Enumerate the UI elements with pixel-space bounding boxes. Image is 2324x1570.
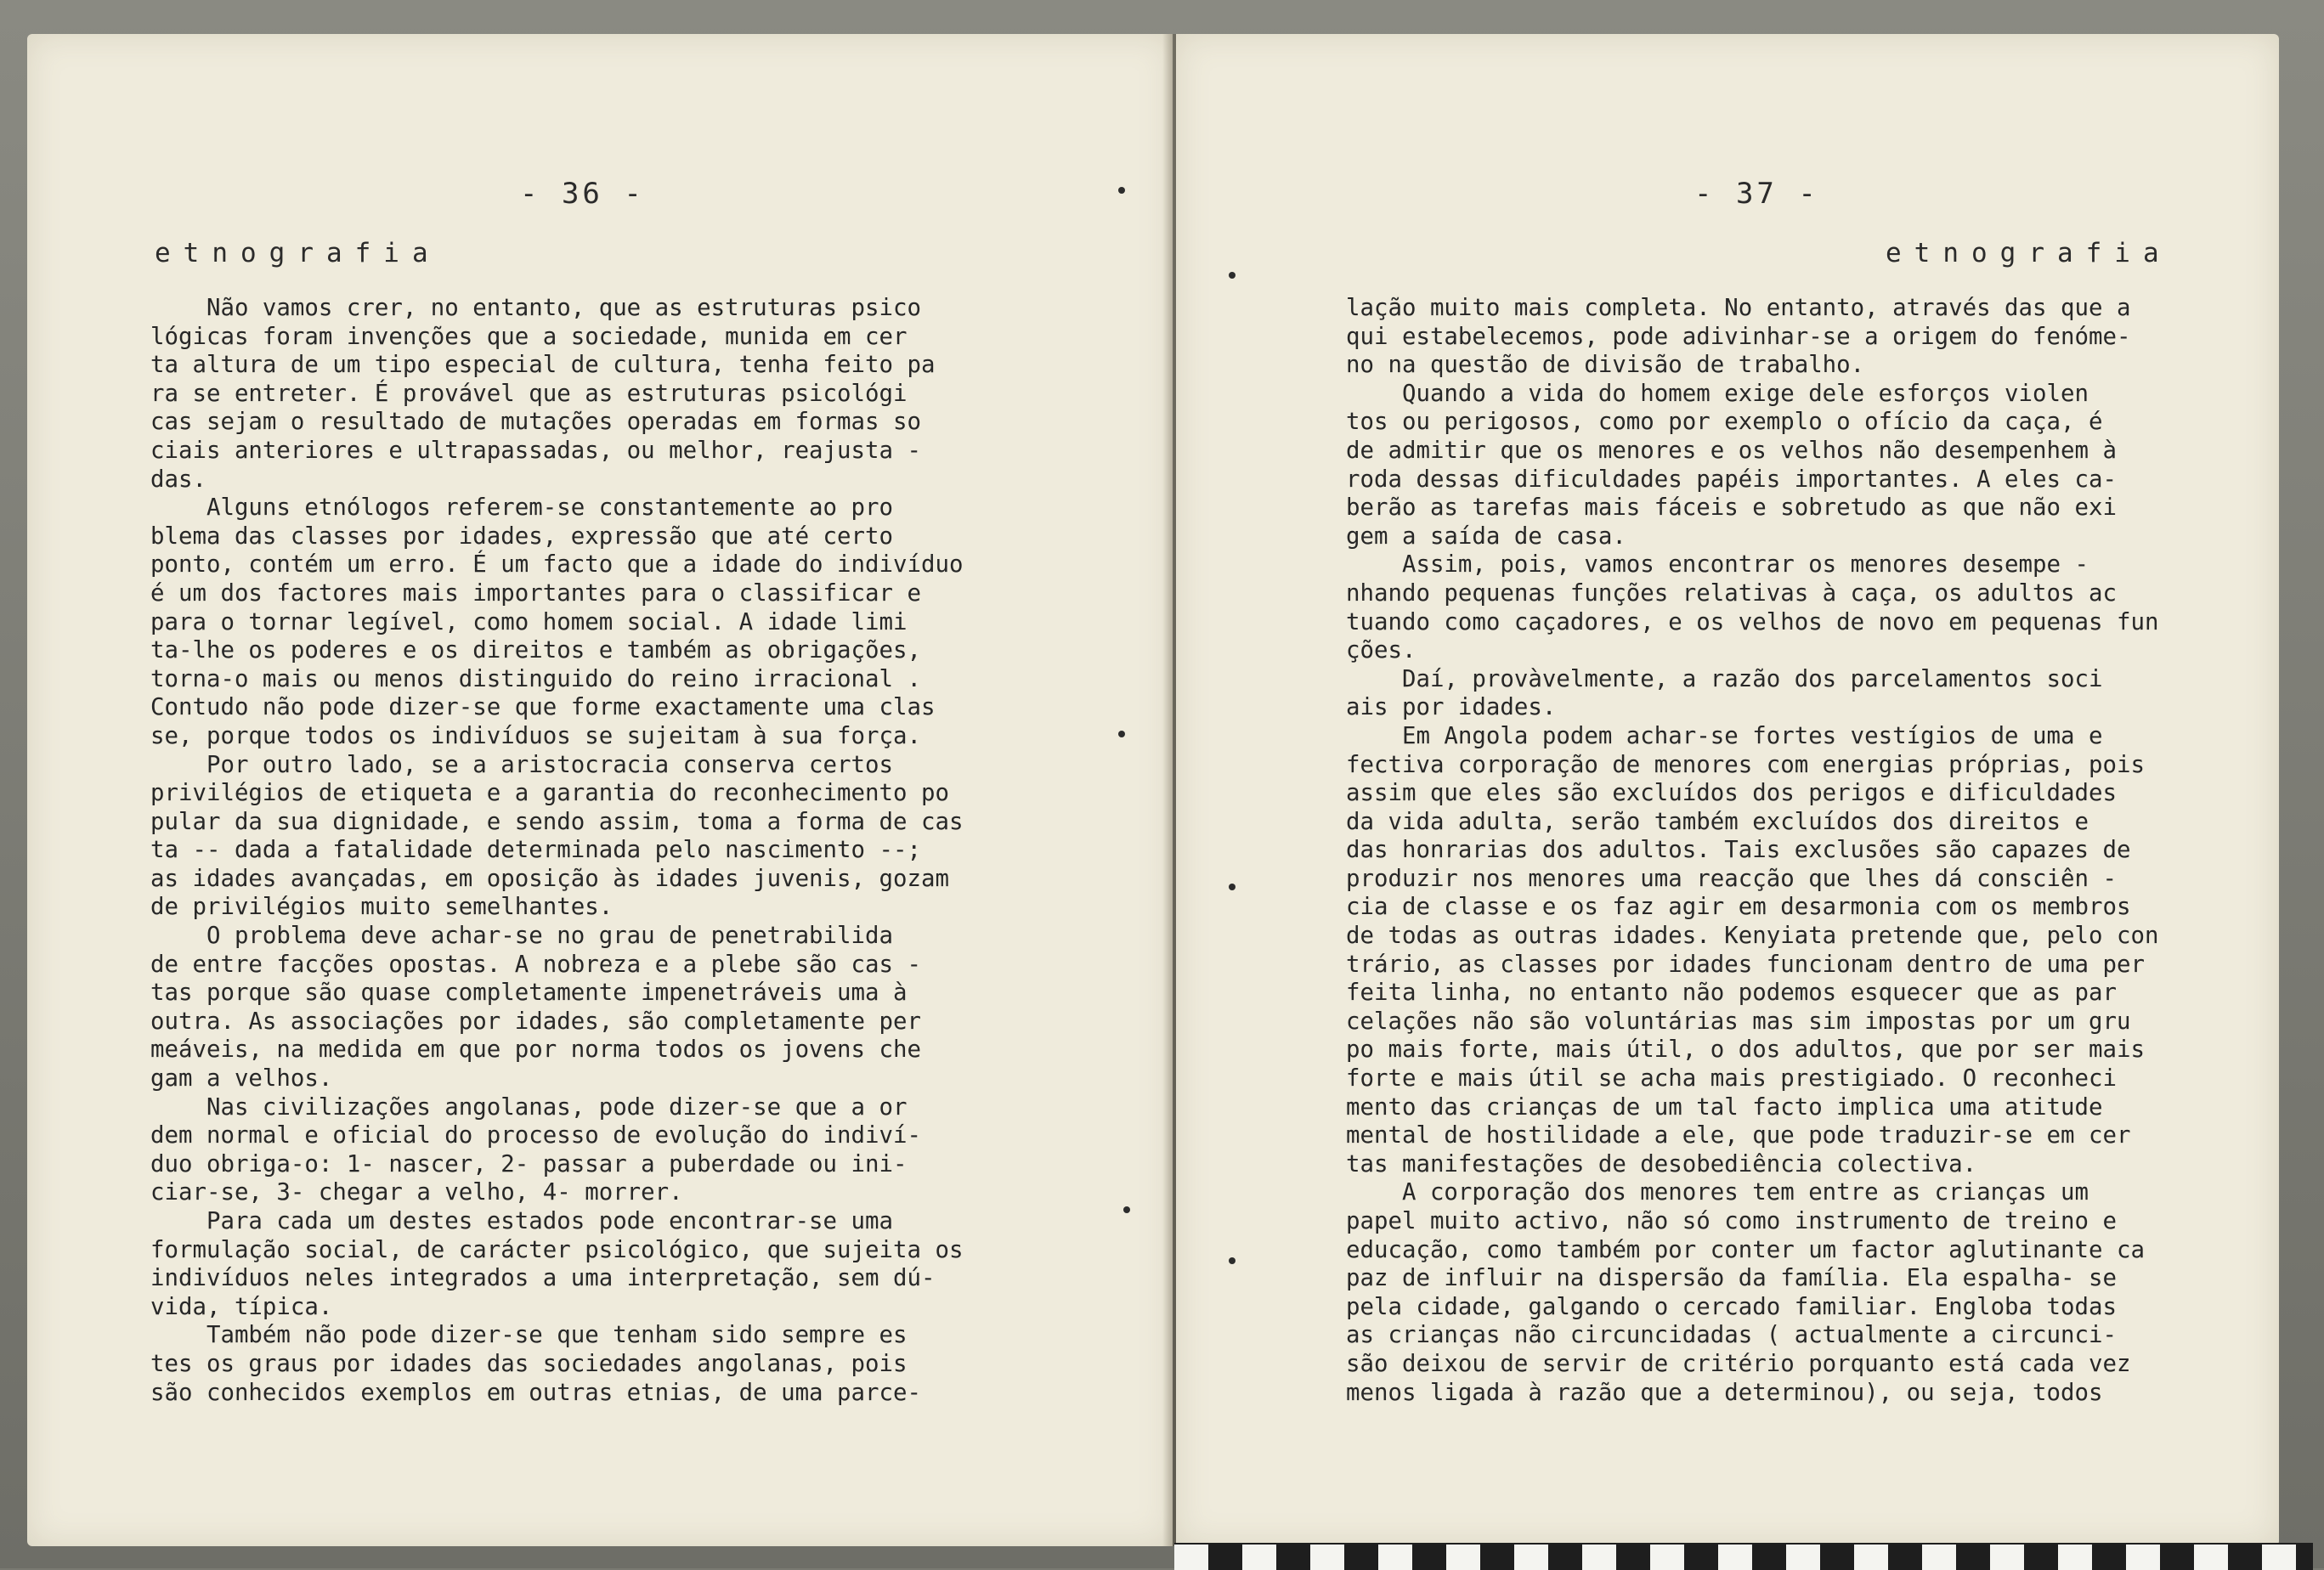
text-line: A corporação dos menores tem entre as crianças um: [1346, 1179, 2089, 1206]
text-line: ais por idades.: [1346, 694, 1557, 721]
text-line: as crianças não circuncidadas ( actualmente a circunci-: [1346, 1322, 2117, 1349]
text-line: gem a saída de casa.: [1346, 522, 1626, 550]
text-line: ta-lhe os poderes e os direitos e também as obrigações,: [150, 637, 921, 664]
text-line: as idades avançadas, em oposição às idades juvenis, gozam: [150, 865, 949, 892]
text-line: nhando pequenas funções relativas à caça, os adultos ac: [1346, 579, 2117, 607]
running-head: etnografia: [1886, 238, 2172, 268]
text-line: Por outro lado, se a aristocracia conserva certos: [150, 751, 893, 778]
text-line: cia de classe e os faz agir em desarmonia com os membros: [1346, 894, 2131, 921]
text-line: se, porque todos os indivíduos se sujeitam à sua força.: [150, 722, 921, 749]
text-line: qui estabelecemos, pode adivinhar-se a origem do fenóme-: [1346, 323, 2131, 350]
text-line: são conhecidos exemplos em outras etnias, de uma parce-: [150, 1379, 921, 1406]
text-line: Em Angola podem achar-se fortes vestígios de uma e: [1346, 722, 2103, 749]
text-line: é um dos factores mais importantes para o classificar e: [150, 579, 921, 607]
text-line: papel muito activo, não só como instrumento de treino e: [1346, 1208, 2117, 1234]
text-line: ra se entreter. É provável que as estruturas psicológi: [150, 380, 908, 407]
text-line: outra. As associações por idades, são completamente per: [150, 1008, 921, 1035]
text-line: ponto, contém um erro. É um facto que a idade do indivíduo: [150, 551, 964, 579]
text-line: tes os graus por idades das sociedades angolanas, pois: [150, 1350, 908, 1377]
text-line: celações não são voluntárias mas sim impostas por um gru: [1346, 1008, 2131, 1035]
text-line: dem normal e oficial do processo de evolução do indiví-: [150, 1122, 921, 1149]
text-line: Assim, pois, vamos encontrar os menores desempe -: [1346, 551, 2089, 579]
text-line: menos ligada à razão que a determinou), ou seja, todos: [1346, 1379, 2103, 1406]
text-line: torna-o mais ou menos distinguido do reino irracional .: [150, 665, 921, 692]
punch-hole-icon: [1118, 187, 1125, 194]
text-line: trário, as classes por idades funcionam dentro de uma per: [1346, 951, 2145, 978]
punch-hole-icon: [1118, 731, 1125, 737]
text-line: assim que eles são excluídos dos perigos e dificuldades: [1346, 780, 2117, 807]
text-line: fectiva corporação de menores com energias próprias, pois: [1346, 751, 2145, 778]
text-line: meáveis, na medida em que por norma todos os jovens che: [150, 1036, 921, 1064]
text-line: formulação social, de carácter psicológico, que sujeita os: [150, 1236, 964, 1263]
text-line: Também não pode dizer-se que tenham sido sempre es: [150, 1322, 908, 1349]
text-line: da vida adulta, serão também excluídos dos direitos e: [1346, 808, 2089, 835]
text-line: ciar-se, 3- chegar a velho, 4- morrer.: [150, 1179, 683, 1206]
text-line: tas manifestações de desobediência colectiva.: [1346, 1150, 1977, 1178]
text-line: mento das crianças de um tal facto implica uma atitude: [1346, 1093, 2103, 1121]
text-line: Contudo não pode dizer-se que forme exactamente uma clas: [150, 694, 936, 721]
text-line: de privilégios muito semelhantes.: [150, 894, 614, 921]
page-number: - 37 -: [1694, 177, 1819, 211]
text-line: lação muito mais completa. No entanto, através das que a: [1346, 295, 2131, 321]
text-line: gam a velhos.: [150, 1065, 333, 1093]
punch-hole-icon: [1229, 1257, 1236, 1264]
left-page: [27, 34, 1173, 1546]
text-line: de entre facções opostas. A nobreza e a plebe são cas -: [150, 951, 921, 978]
right-page: [1176, 34, 2279, 1546]
text-line: blema das classes por idades, expressão que até certo: [150, 522, 893, 550]
text-line: ciais anteriores e ultrapassadas, ou melhor, reajusta -: [150, 437, 921, 464]
text-line: feita linha, no entanto não podemos esquecer que as par: [1346, 980, 2117, 1007]
text-line: produzir nos menores uma reacção que lhes dá consciên -: [1346, 865, 2117, 892]
text-line: vida, típica.: [150, 1293, 333, 1320]
scale-ruler: [1174, 1543, 2313, 1570]
punch-hole-icon: [1229, 884, 1236, 890]
text-line: pular da sua dignidade, e sendo assim, toma a forma de cas: [150, 808, 964, 835]
text-line: privilégios de etiqueta e a garantia do reconhecimento po: [150, 780, 949, 807]
text-line: Para cada um destes estados pode encontrar-se uma: [150, 1208, 893, 1234]
body-text: [150, 294, 963, 1407]
text-line: mental de hostilidade a ele, que pode traduzir-se em cer: [1346, 1122, 2131, 1149]
text-line: Nas civilizações angolanas, pode dizer-se que a or: [150, 1093, 908, 1121]
text-line: ta -- dada a fatalidade determinada pelo nascimento --;: [150, 837, 921, 864]
text-line: po mais forte, mais útil, o dos adultos, que por ser mais: [1346, 1036, 2145, 1064]
text-line: ta altura de um tipo especial de cultura, tenha feito pa: [150, 352, 936, 379]
page-number: - 36 -: [520, 177, 645, 211]
text-line: lógicas foram invenções que a sociedade, munida em cer: [150, 323, 908, 350]
text-line: para o tornar legível, como homem social. A idade limi: [150, 608, 908, 635]
text-line: Alguns etnólogos referem-se constantemente ao pro: [150, 494, 893, 522]
text-line: ções.: [1346, 637, 1416, 664]
punch-hole-icon: [1229, 272, 1236, 279]
text-line: cas sejam o resultado de mutações operadas em formas so: [150, 409, 921, 436]
text-line: Daí, provàvelmente, a razão dos parcelamentos soci: [1346, 665, 2103, 692]
text-line: educação, como também por conter um factor aglutinante ca: [1346, 1236, 2145, 1263]
running-head: etnografia: [155, 238, 441, 268]
text-line: forte e mais útil se acha mais prestigiado. O reconheci: [1346, 1065, 2117, 1093]
text-line: O problema deve achar-se no grau de penetrabilida: [150, 923, 893, 950]
text-line: tos ou perigosos, como por exemplo o ofício da caça, é: [1346, 409, 2103, 436]
text-line: de todas as outras idades. Kenyiata pretende que, pelo con: [1346, 923, 2159, 950]
text-line: Não vamos crer, no entanto, que as estruturas psico: [150, 295, 921, 321]
text-line: das.: [150, 466, 206, 493]
text-line: tas porque são quase completamente impenetráveis uma à: [150, 980, 908, 1007]
text-line: das honrarias dos adultos. Tais exclusões são capazes de: [1346, 837, 2131, 864]
text-line: de admitir que os menores e os velhos não desempenhem à: [1346, 437, 2117, 464]
text-line: berão as tarefas mais fáceis e sobretudo as que não exi: [1346, 494, 2117, 522]
text-line: indivíduos neles integrados a uma interpretação, sem dú-: [150, 1265, 936, 1292]
text-line: são deixou de servir de critério porquanto está cada vez: [1346, 1350, 2131, 1377]
text-line: duo obriga-o: 1- nascer, 2- passar a puberdade ou ini-: [150, 1150, 908, 1178]
text-line: Quando a vida do homem exige dele esforços violen: [1346, 380, 2089, 407]
text-line: pela cidade, galgando o cercado familiar. Engloba todas: [1346, 1293, 2117, 1320]
body-text: [1346, 294, 2158, 1407]
text-line: paz de influir na dispersão da família. Ela espalha- se: [1346, 1265, 2117, 1292]
text-line: roda dessas dificuldades papéis importantes. A eles ca-: [1346, 466, 2117, 493]
text-line: no na questão de divisão de trabalho.: [1346, 352, 1865, 379]
text-line: tuando como caçadores, e os velhos de novo em pequenas fun: [1346, 608, 2159, 635]
punch-hole-icon: [1123, 1206, 1130, 1213]
